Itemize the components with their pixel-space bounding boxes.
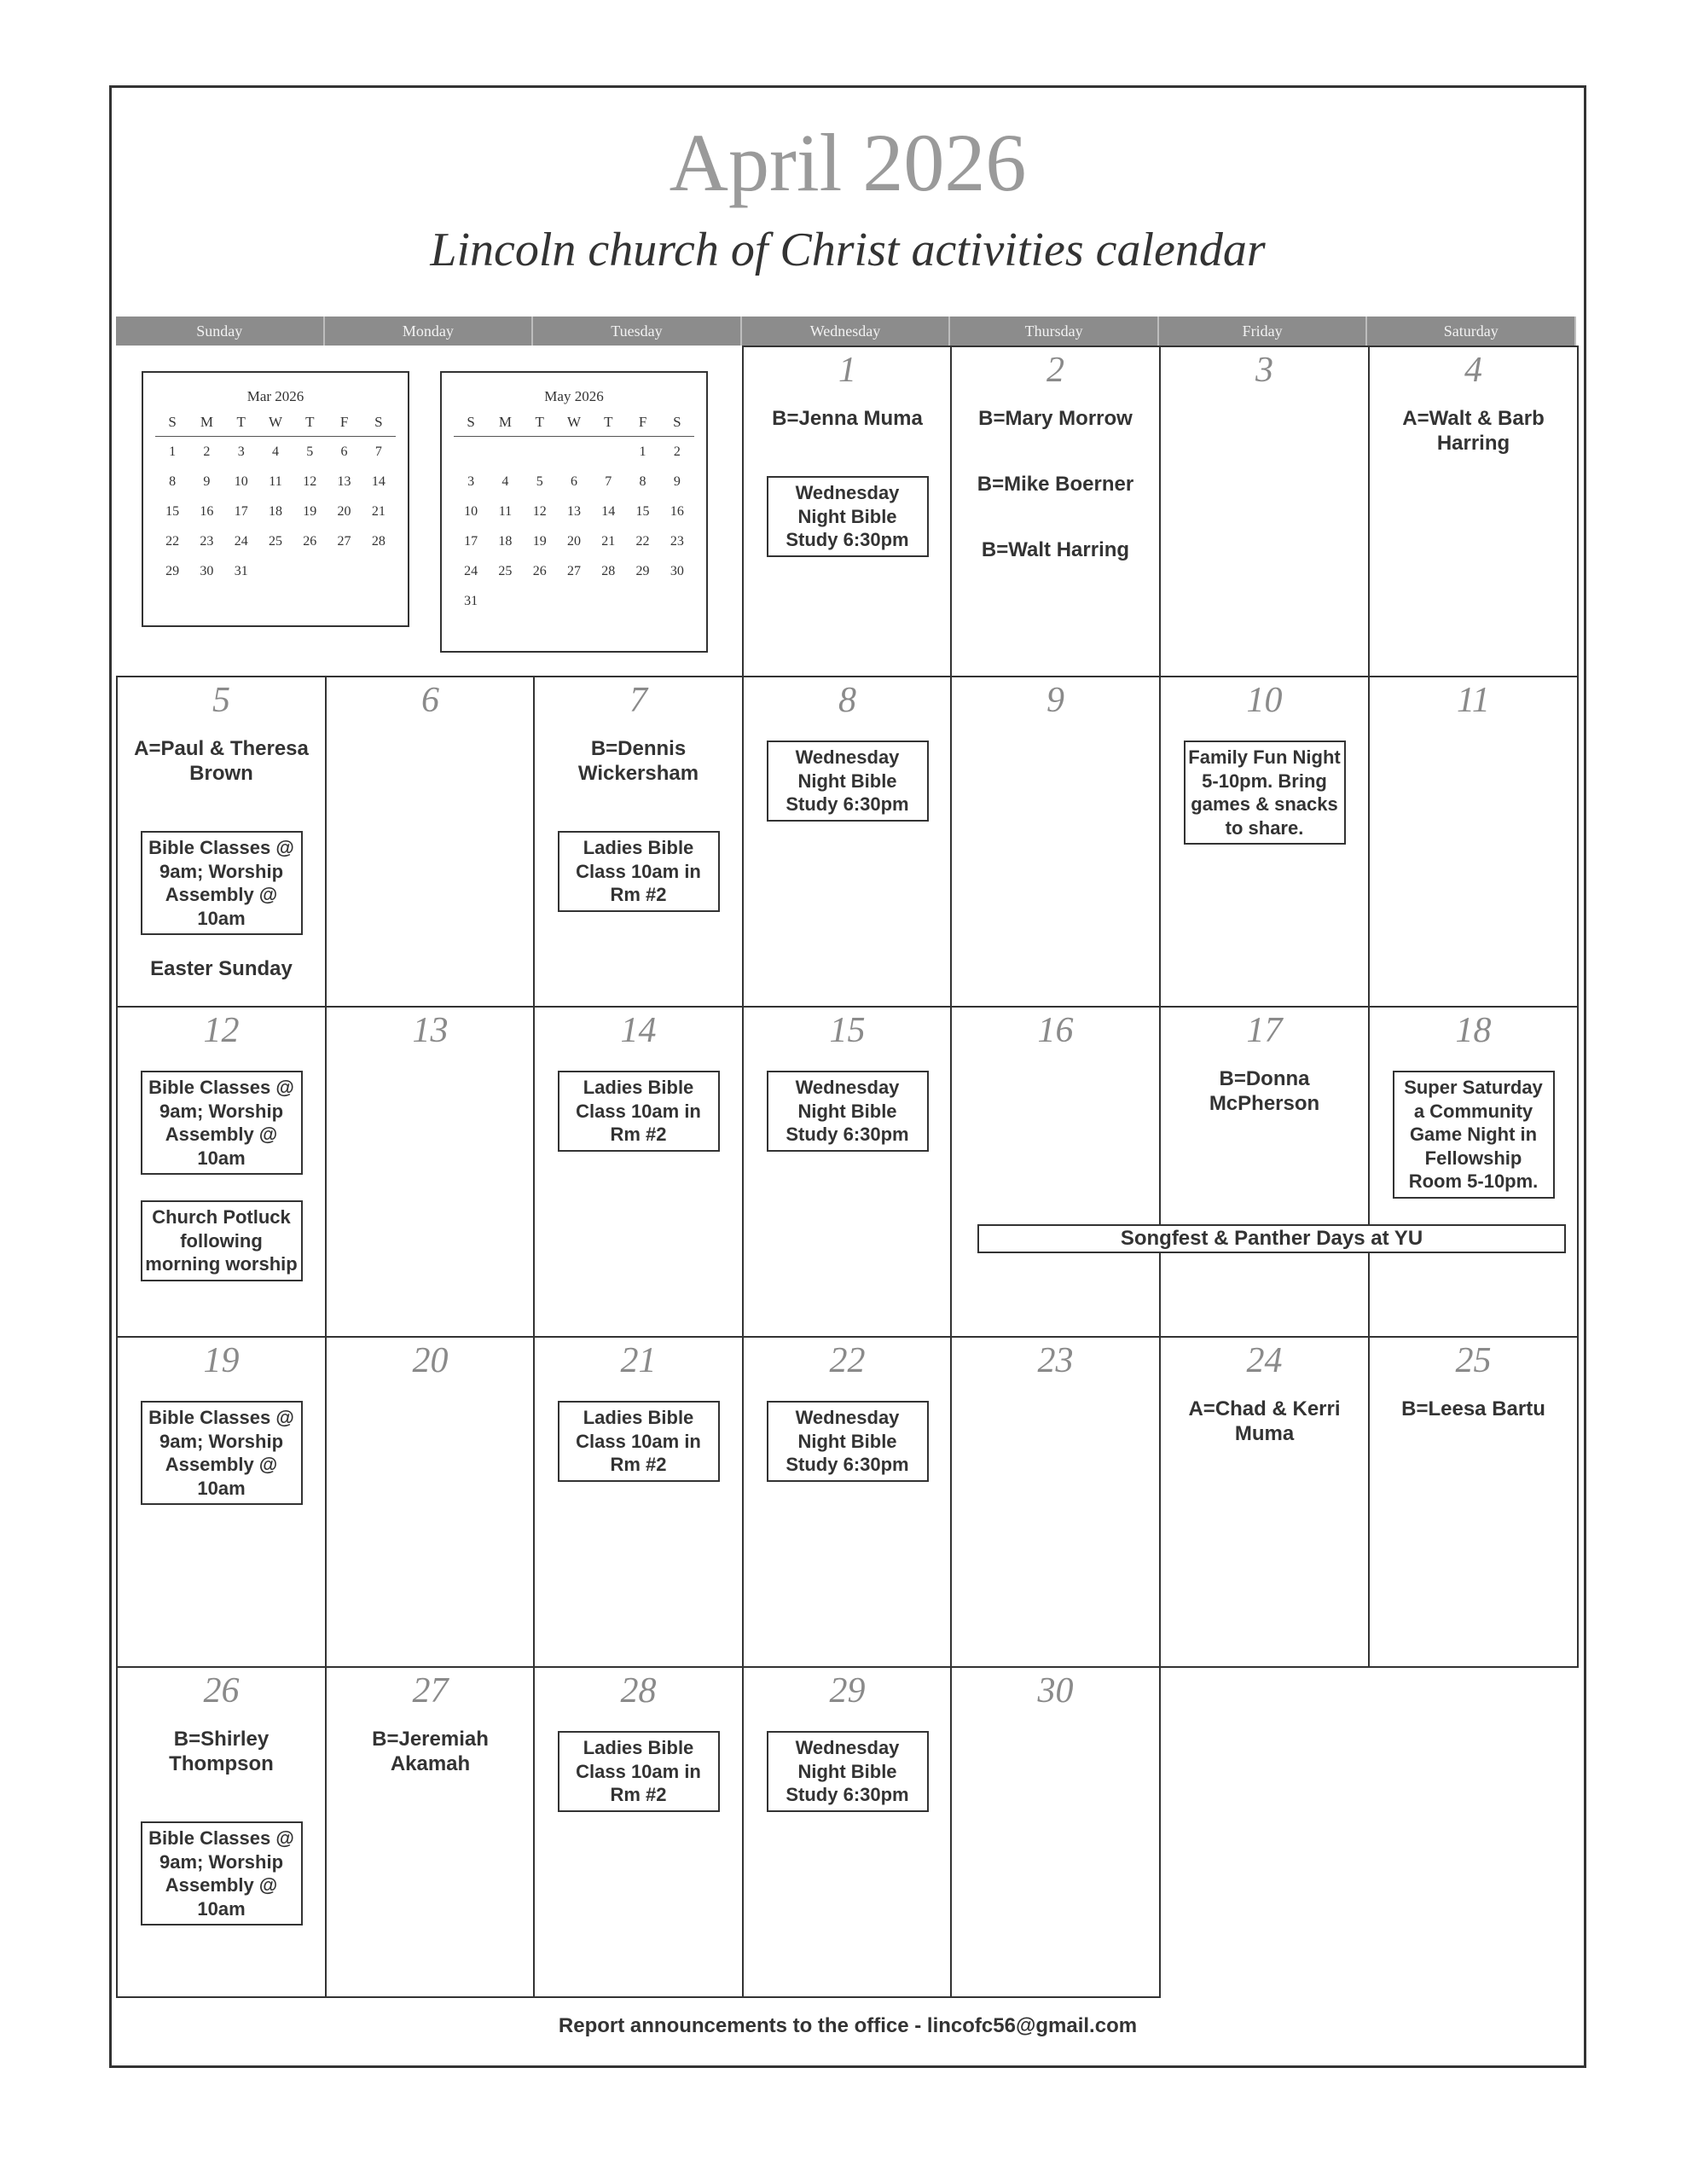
day-number: 6 <box>421 681 439 720</box>
weekday-thursday: Thursday <box>950 317 1159 346</box>
day-number: 25 <box>1455 1341 1492 1380</box>
mini-date: 8 <box>639 473 646 489</box>
mini-date: 8 <box>169 473 177 489</box>
mini-date: 29 <box>635 563 650 578</box>
event-box: Super Saturday a Community Game Night in Fellowship Room 5-10pm. <box>1393 1071 1555 1199</box>
mini-weekday: W <box>566 414 581 430</box>
mini-date: 16 <box>200 503 214 519</box>
event-box: Ladies Bible Class 10am in Rm #2 <box>558 1731 720 1812</box>
day-note: A=Walt & Barb Harring <box>1402 407 1545 455</box>
mini-date: 28 <box>601 563 616 578</box>
mini-weekday: T <box>305 414 315 430</box>
mini-date: 14 <box>371 473 386 489</box>
day-cell-21 <box>533 1336 744 1668</box>
mini-weekday: T <box>236 414 246 430</box>
day-cell-8 <box>742 676 953 1008</box>
mini-date: 30 <box>200 563 214 578</box>
mini-calendar-prev <box>142 371 409 627</box>
mini-date: 9 <box>203 473 211 489</box>
mini-calendar-week <box>155 526 396 556</box>
mini-weekday: S <box>467 414 475 430</box>
day-number: 5 <box>212 681 230 720</box>
mini-date: 21 <box>601 533 616 549</box>
mini-calendar-week <box>454 586 694 616</box>
day-number: 2 <box>1046 351 1064 390</box>
day-number: 26 <box>203 1671 240 1711</box>
day-number: 12 <box>203 1011 240 1050</box>
day-cell-9 <box>950 676 1161 1008</box>
day-cell-28 <box>533 1666 744 1998</box>
event-box: Church Potluck following morning worship <box>141 1200 303 1281</box>
day-cell-15 <box>742 1006 953 1338</box>
day-cell-24 <box>1159 1336 1370 1668</box>
day-number: 9 <box>1046 681 1064 720</box>
mini-weekday: F <box>339 414 349 430</box>
mini-date: 1 <box>639 444 646 459</box>
day-number: 14 <box>620 1011 657 1050</box>
day-number: 16 <box>1037 1011 1074 1050</box>
mini-date: 28 <box>371 533 386 549</box>
mini-calendar-week <box>454 556 694 586</box>
day-number: 20 <box>412 1341 449 1380</box>
mini-date: 19 <box>303 503 317 519</box>
mini-calendar-title: May 2026 <box>544 388 604 404</box>
mini-date: 20 <box>566 533 581 549</box>
day-cell-10 <box>1159 676 1370 1008</box>
mini-date: 12 <box>303 473 317 489</box>
mini-weekday: W <box>268 414 282 430</box>
spanning-event-songfest: Songfest & Panther Days at YU <box>977 1224 1566 1253</box>
event-box: Wednesday Night Bible Study 6:30pm <box>767 1731 929 1812</box>
day-number: 30 <box>1037 1671 1074 1711</box>
mini-date: 10 <box>464 503 478 519</box>
mini-date: 25 <box>498 563 513 578</box>
page-subtitle: Lincoln church of Christ activities calendar <box>430 224 1266 276</box>
mini-date: 11 <box>498 503 513 519</box>
mini-date: 23 <box>670 533 684 549</box>
day-cell-23 <box>950 1336 1161 1668</box>
mini-calendar-week <box>454 467 694 497</box>
day-number: 7 <box>629 681 647 720</box>
mini-date: 4 <box>271 444 279 459</box>
mini-weekday: T <box>604 414 613 430</box>
mini-date: 5 <box>536 473 543 489</box>
mini-weekday: T <box>535 414 544 430</box>
mini-date: 17 <box>234 503 248 519</box>
mini-date: 24 <box>464 563 478 578</box>
day-note: Easter Sunday <box>150 957 293 980</box>
day-number: 13 <box>412 1011 449 1050</box>
event-box: Wednesday Night Bible Study 6:30pm <box>767 1401 929 1482</box>
event-box: Bible Classes @ 9am; Worship Assembly @ 10am <box>141 1821 303 1926</box>
event-box: Bible Classes @ 9am; Worship Assembly @ 10am <box>141 1401 303 1505</box>
mini-date: 25 <box>268 533 282 549</box>
mini-date: 26 <box>303 533 317 549</box>
weekday-sunday: Sunday <box>116 317 325 346</box>
day-note: B=Jenna Muma <box>772 407 923 430</box>
day-note: B=Shirley Thompson <box>169 1728 274 1775</box>
day-cell-13 <box>325 1006 536 1338</box>
mini-date: 30 <box>670 563 684 578</box>
calendar-page <box>109 85 1586 2068</box>
event-box: Bible Classes @ 9am; Worship Assembly @ 10am <box>141 1071 303 1175</box>
day-note: B=Mary Morrow <box>978 407 1133 430</box>
mini-date: 7 <box>374 444 382 459</box>
day-note: B=Mike Boerner <box>977 473 1134 496</box>
day-cell-19 <box>116 1336 327 1668</box>
mini-calendar-week <box>155 437 396 467</box>
mini-date: 17 <box>464 533 478 549</box>
weekday-tuesday: Tuesday <box>533 317 742 346</box>
mini-date: 23 <box>200 533 214 549</box>
day-note: A=Paul & Theresa Brown <box>134 737 309 785</box>
day-number: 24 <box>1246 1341 1283 1380</box>
day-number: 19 <box>203 1341 240 1380</box>
mini-calendar-week <box>155 497 396 526</box>
mini-date: 19 <box>532 533 547 549</box>
day-cell-7 <box>533 676 744 1008</box>
day-number: 23 <box>1037 1341 1074 1380</box>
mini-date: 13 <box>566 503 581 519</box>
mini-date: 11 <box>269 473 282 489</box>
day-number: 27 <box>412 1671 449 1711</box>
mini-calendar-next <box>440 371 708 653</box>
event-box: Ladies Bible Class 10am in Rm #2 <box>558 1071 720 1152</box>
weekday-monday: Monday <box>325 317 534 346</box>
day-note: B=Donna McPherson <box>1209 1067 1320 1115</box>
mini-date: 2 <box>673 444 681 459</box>
mini-date: 4 <box>501 473 509 489</box>
mini-calendar-week <box>454 437 694 467</box>
mini-date: 24 <box>234 533 248 549</box>
day-number: 17 <box>1246 1011 1283 1050</box>
weekday-header <box>116 317 1576 346</box>
mini-date: 22 <box>165 533 180 549</box>
mini-date: 5 <box>306 444 314 459</box>
day-cell-27 <box>325 1666 536 1998</box>
day-cell-30 <box>950 1666 1161 1998</box>
event-box: Wednesday Night Bible Study 6:30pm <box>767 476 929 557</box>
day-cell-18 <box>1368 1006 1579 1338</box>
mini-weekday: M <box>200 414 213 430</box>
mini-date: 26 <box>532 563 547 578</box>
day-cell-3 <box>1159 346 1370 677</box>
mini-calendar-week <box>454 497 694 526</box>
mini-date: 31 <box>234 563 248 578</box>
page-title: April 2026 <box>669 117 1027 208</box>
mini-date: 20 <box>337 503 351 519</box>
mini-date: 27 <box>566 563 581 578</box>
event-box: Wednesday Night Bible Study 6:30pm <box>767 741 929 822</box>
day-note: B=Walt Harring <box>981 538 1130 561</box>
mini-date: 9 <box>673 473 681 489</box>
mini-date: 15 <box>635 503 650 519</box>
day-cell-2 <box>950 346 1161 677</box>
day-number: 15 <box>829 1011 866 1050</box>
footer-announcement: Report announcements to the office - lincofc56@gmail.com <box>558 2014 1138 2037</box>
mini-date: 12 <box>532 503 547 519</box>
mini-weekday: M <box>498 414 512 430</box>
mini-date: 18 <box>498 533 513 549</box>
day-cell-4 <box>1368 346 1579 677</box>
mini-date: 16 <box>670 503 684 519</box>
mini-date: 6 <box>340 444 348 459</box>
mini-date: 18 <box>268 503 282 519</box>
day-cell-29 <box>742 1666 953 1998</box>
mini-date: 15 <box>165 503 180 519</box>
mini-date: 29 <box>165 563 180 578</box>
day-cell-16 <box>950 1006 1161 1338</box>
day-cell-11 <box>1368 676 1579 1008</box>
weekday-wednesday: Wednesday <box>742 317 951 346</box>
mini-calendar-week <box>155 467 396 497</box>
mini-date: 31 <box>464 593 478 608</box>
day-number: 18 <box>1455 1011 1492 1050</box>
mini-calendar-title: Mar 2026 <box>246 388 304 404</box>
day-cell-1 <box>742 346 953 677</box>
mini-date: 10 <box>234 473 248 489</box>
day-number: 4 <box>1464 351 1482 390</box>
mini-date: 3 <box>467 473 475 489</box>
mini-calendar-weekdays <box>454 414 694 437</box>
mini-calendar-week <box>155 556 396 586</box>
day-cell-14 <box>533 1006 744 1338</box>
mini-date: 3 <box>237 444 245 459</box>
day-cell-12 <box>116 1006 327 1338</box>
mini-date: 22 <box>635 533 650 549</box>
day-number: 3 <box>1255 351 1273 390</box>
day-cell-5 <box>116 676 327 1008</box>
mini-weekday: S <box>168 414 177 430</box>
mini-date: 27 <box>337 533 351 549</box>
event-box: Wednesday Night Bible Study 6:30pm <box>767 1071 929 1152</box>
mini-weekday: F <box>638 414 647 430</box>
mini-date: 13 <box>337 473 351 489</box>
day-number: 11 <box>1457 681 1490 720</box>
event-box: Ladies Bible Class 10am in Rm #2 <box>558 1401 720 1482</box>
event-box: Family Fun Night 5-10pm. Bring games & snacks to share. <box>1184 741 1346 845</box>
mini-date: 7 <box>605 473 612 489</box>
day-cell-6 <box>325 676 536 1008</box>
weekday-saturday: Saturday <box>1367 317 1576 346</box>
day-cell-25 <box>1368 1336 1579 1668</box>
day-cell-17 <box>1159 1006 1370 1338</box>
day-cell-20 <box>325 1336 536 1668</box>
mini-calendar-weekdays <box>155 414 396 437</box>
day-number: 28 <box>620 1671 657 1711</box>
day-note: A=Chad & Kerri Muma <box>1188 1397 1341 1445</box>
day-number: 10 <box>1246 681 1283 720</box>
event-box: Ladies Bible Class 10am in Rm #2 <box>558 831 720 912</box>
mini-date: 21 <box>371 503 386 519</box>
event-box: Bible Classes @ 9am; Worship Assembly @ 10am <box>141 831 303 935</box>
day-note: B=Dennis Wickersham <box>577 737 699 785</box>
mini-calendar-week <box>454 526 694 556</box>
mini-date: 2 <box>203 444 211 459</box>
day-cell-22 <box>742 1336 953 1668</box>
day-note: B=Leesa Bartu <box>1401 1397 1545 1420</box>
day-number: 22 <box>829 1341 866 1380</box>
day-number: 1 <box>838 351 856 390</box>
day-cell-26 <box>116 1666 327 1998</box>
day-note: B=Jeremiah Akamah <box>372 1728 489 1775</box>
day-number: 8 <box>838 681 856 720</box>
mini-weekday: S <box>673 414 681 430</box>
calendar-grid <box>116 346 1576 1996</box>
mini-date: 1 <box>169 444 177 459</box>
mini-date: 14 <box>601 503 616 519</box>
day-number: 21 <box>620 1341 657 1380</box>
weekday-friday: Friday <box>1159 317 1368 346</box>
day-number: 29 <box>829 1671 866 1711</box>
mini-weekday: S <box>374 414 383 430</box>
mini-date: 6 <box>570 473 577 489</box>
